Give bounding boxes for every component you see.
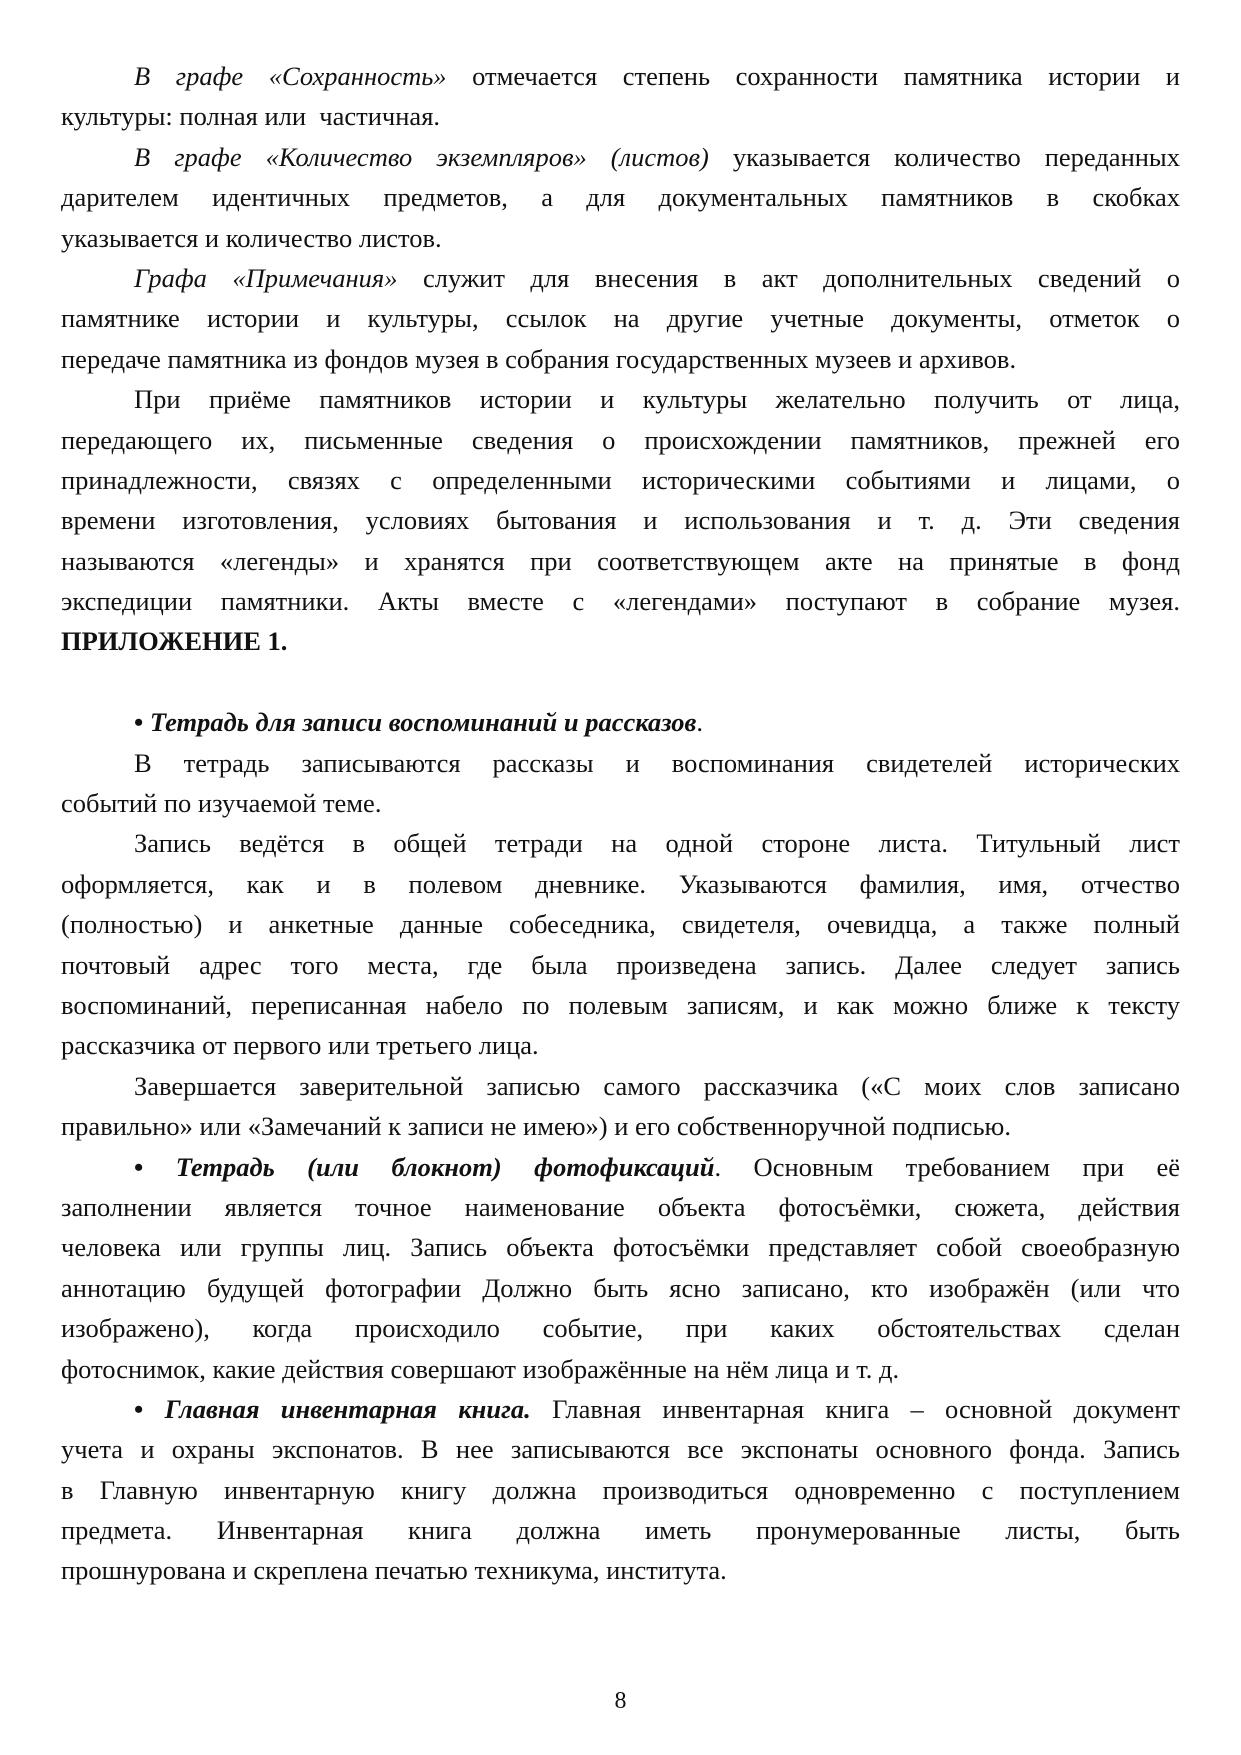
text-run: называются «легенды» и хранятся при соответствующем акте на принятые в фонд xyxy=(61,545,1180,576)
text-run: оформляется, как и в полевом дневнике. Указываются фамилия, имя, отчество xyxy=(61,868,1180,899)
text-run: прошнурована и скреплена печатью техникума, института. xyxy=(61,1555,727,1586)
text-line xyxy=(61,1550,1180,1590)
text-line xyxy=(61,581,1180,621)
text-run: памятнике истории и культуры, ссылок на другие учетные документы, отметок о xyxy=(61,303,1180,334)
text-run: времени изготовления, условиях бытования и использования и т. д. Эти сведения xyxy=(61,505,1180,536)
text-run: (полностью) и анкетные данные собеседника, свидетеля, очевидца, а также полный xyxy=(61,909,1180,940)
text-line xyxy=(61,945,1180,985)
text-line xyxy=(61,1147,1180,1187)
text-line xyxy=(61,541,1180,581)
paragraph xyxy=(61,56,1180,137)
text-run: правильно» или «Замечаний к записи не имею») и его собственноручной подписью. xyxy=(61,1111,1011,1142)
text-line xyxy=(61,177,1180,217)
text-run: Запись ведётся в общей тетради на одной стороне листа. Титульный лист xyxy=(134,828,1180,859)
paragraph xyxy=(61,137,1180,258)
emphasized-text: ПРИЛОЖЕНИЕ 1. xyxy=(61,626,288,657)
text-run: культуры: полная или частичная. xyxy=(61,101,441,132)
text-run: событий по изучаемой теме. xyxy=(61,788,382,819)
text-line xyxy=(61,1510,1180,1550)
paragraph xyxy=(61,1147,1180,1389)
text-line xyxy=(61,1066,1180,1106)
document-body xyxy=(61,56,1180,1591)
text-line xyxy=(61,1227,1180,1267)
text-run: Главная инвентарная книга – основной документ xyxy=(530,1393,1180,1424)
text-line xyxy=(61,985,1180,1025)
text-run: передающего их, письменные сведения о происхождении памятников, прежней его xyxy=(61,424,1180,455)
text-line xyxy=(61,904,1180,944)
text-line xyxy=(61,460,1180,500)
text-run: экспедиции памятники. Акты вместе с «легендами» поступают в собрание музея. xyxy=(61,586,1180,617)
emphasized-text: В графе «Количество экземпляров» (листов) xyxy=(134,141,709,172)
text-run: фотоснимок, какие действия совершают изображённые на нём лица и т. д. xyxy=(61,1353,900,1384)
text-line xyxy=(61,420,1180,460)
text-run: передаче памятника из фондов музея в собрания государственных музеев и архивов. xyxy=(61,343,1017,374)
text-line xyxy=(61,1389,1180,1429)
text-run: заполнении является точное наименование объекта фотосъёмки, сюжета, действия xyxy=(61,1191,1180,1222)
text-line xyxy=(61,137,1180,177)
text-line xyxy=(61,823,1180,863)
text-line xyxy=(61,1025,1180,1065)
text-line xyxy=(61,339,1180,379)
text-run: В тетрадь записываются рассказы и воспоминания свидетелей исторических xyxy=(134,747,1180,778)
text-line xyxy=(61,379,1180,419)
text-run: почтовый адрес того места, где была произведена запись. Далее следует запись xyxy=(61,949,1180,980)
text-run: При приёме памятников истории и культуры желательно получить от лица, xyxy=(134,384,1180,415)
text-line xyxy=(61,743,1180,783)
text-line xyxy=(61,258,1180,298)
text-line xyxy=(61,621,1180,661)
text-run: указывается количество переданных xyxy=(708,141,1180,172)
text-run: воспоминаний, переписанная набело по полевым записям, и как можно ближе к тексту xyxy=(61,989,1180,1020)
bullet-icon: • xyxy=(134,707,150,738)
text-line xyxy=(61,298,1180,338)
text-run: учета и охраны экспонатов. В нее записываются все экспонаты основного фонда. Запись xyxy=(61,1434,1180,1465)
text-line xyxy=(61,1268,1180,1308)
text-run: отмечается степень сохранности памятника истории и xyxy=(446,61,1180,91)
text-line xyxy=(61,1429,1180,1469)
text-line xyxy=(61,96,1180,136)
text-line xyxy=(61,1349,1180,1389)
text-line xyxy=(61,783,1180,823)
page-number: 8 xyxy=(614,1688,627,1714)
text-run: служит для внесения в акт дополнительных сведений о xyxy=(397,262,1180,293)
text-line xyxy=(61,864,1180,904)
text-line xyxy=(61,500,1180,540)
text-run: изображено), когда происходило событие, при каких обстоятельствах сделан xyxy=(61,1313,1180,1344)
paragraph xyxy=(61,823,1180,1065)
paragraph xyxy=(61,379,1180,662)
text-line xyxy=(61,1187,1180,1227)
text-line xyxy=(61,1106,1180,1146)
emphasized-text: Графа «Примечания» xyxy=(134,262,398,293)
paragraph xyxy=(61,702,1180,742)
text-run: в Главную инвентарную книгу должна производиться одновременно с поступлением xyxy=(61,1474,1180,1505)
text-line xyxy=(61,218,1180,258)
emphasized-text: Главная инвентарная книга. xyxy=(164,1393,531,1424)
blank-line xyxy=(61,662,1180,702)
text-line xyxy=(61,56,1180,96)
text-line xyxy=(61,702,1180,742)
text-run: аннотацию будущей фотографии Должно быть ясно записано, кто изображён (или что xyxy=(61,1272,1180,1303)
text-line xyxy=(61,1470,1180,1510)
text-run: . Основным требованием при её xyxy=(714,1151,1181,1182)
text-run: Завершается заверительной записью самого рассказчика («С моих слов записано xyxy=(134,1070,1180,1101)
paragraph xyxy=(61,1066,1180,1147)
paragraph xyxy=(61,743,1180,824)
text-run: человека или группы лиц. Запись объекта фотосъёмки представляет собой своеобразную xyxy=(61,1232,1180,1263)
paragraph xyxy=(61,1389,1180,1591)
text-run: указывается и количество листов. xyxy=(61,222,442,253)
emphasized-text: Тетрадь для записи воспоминаний и рассказов xyxy=(149,707,697,738)
text-run: предмета. Инвентарная книга должна иметь пронумерованные листы, быть xyxy=(61,1515,1180,1546)
paragraph xyxy=(61,258,1180,379)
bullet-icon: • xyxy=(134,1151,176,1182)
text-line xyxy=(61,662,1180,702)
text-line xyxy=(61,1308,1180,1348)
emphasized-text: В графе «Сохранность» xyxy=(134,61,447,91)
text-run: рассказчика от первого или третьего лица. xyxy=(61,1030,539,1061)
text-run: дарителем идентичных предметов, а для документальных памятников в скобках xyxy=(61,182,1180,213)
text-run: принадлежности, связях с определенными историческими событиями и лицами, о xyxy=(61,464,1180,495)
bullet-icon: • xyxy=(134,1393,165,1424)
text-run: . xyxy=(696,707,704,738)
emphasized-text: Тетрадь (или блокнот) фотофиксаций xyxy=(175,1151,715,1182)
